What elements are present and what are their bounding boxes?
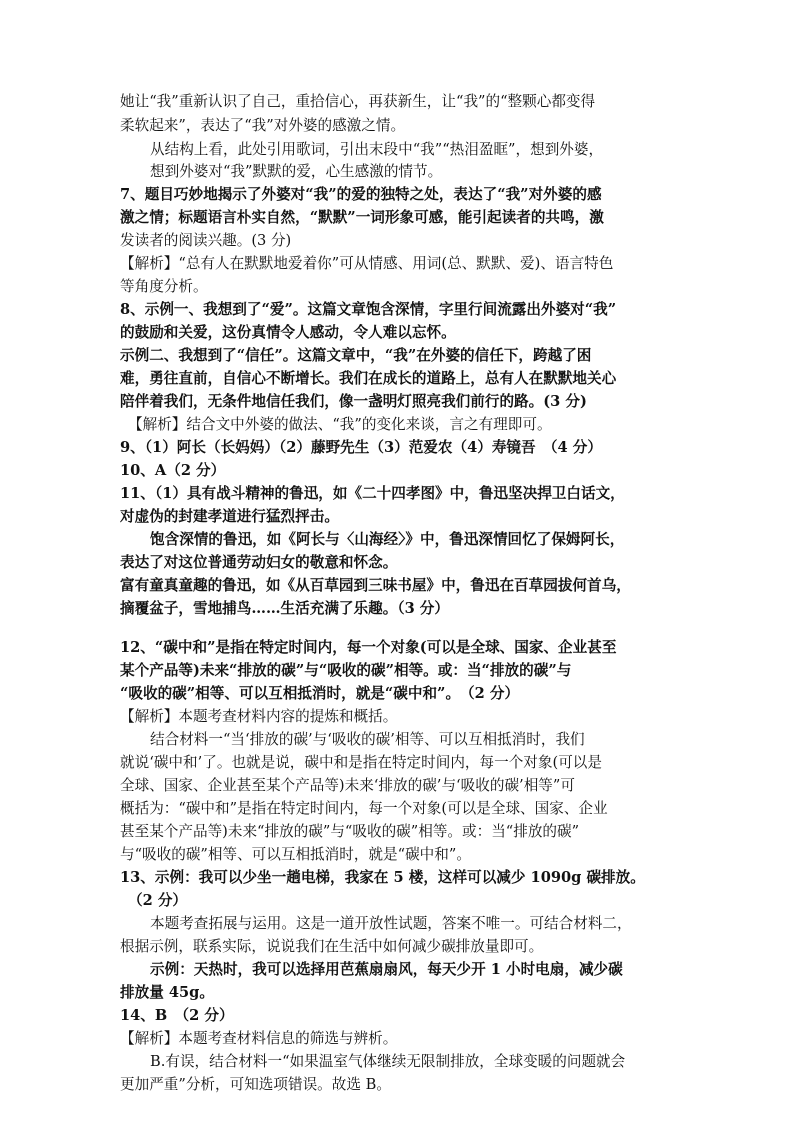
- analysis-line: 本题考查拓展与运用。这是一道开放性试题，答案不唯一。可结合材料二，: [150, 915, 632, 932]
- analysis-line: 【解析】结合文中外婆的做法、“我”的变化来谈，言之有理即可。: [128, 416, 552, 433]
- analysis-line: 全球、国家、企业甚至某个产品等)未来‘排放的碳’与‘吸收的碳’相等”可: [120, 777, 575, 794]
- analysis-line: 【解析】本题考查材料信息的筛选与辨析。: [120, 1030, 398, 1047]
- answer-14-line: 14、B （2 分）: [120, 1007, 234, 1024]
- answer-8-line: 的鼓励和关爱，这份真情令人感动，令人难以忘怀。: [120, 324, 456, 341]
- analysis-line: 【解析】“总有人在默默地爱着你”可从情感、用词(总、默默、爱)、语言特色: [120, 255, 614, 272]
- text-line: 想到外婆对“我”默默的爱，心生感激的情节。: [150, 163, 443, 180]
- answer-13-line: 13、示例：我可以少坐一趟电梯，我家在 5 楼，这样可以减少 1090g 碳排放。: [120, 869, 645, 886]
- answer-12-line: 某个产品等)未来“排放的碳”与“吸收的碳”相等。或：当“排放的碳”与: [120, 662, 572, 679]
- text-line: 从结构上看，此处引用歌词，引出末段中“我”“热泪盈眶”，想到外婆，: [150, 141, 604, 158]
- answer-8-line: 难，勇往直前，自信心不断增长。我们在成长的道路上，总有人在默默地关心: [120, 370, 617, 387]
- analysis-line: 与“吸收的碳”相等、可以互相抵消时，就是“碳中和”。: [120, 846, 471, 863]
- answer-11-line: 摘覆盆子，雪地捕鸟……生活充满了乐趣。（3 分）: [120, 600, 449, 617]
- answer-12-line: 12、“碳中和”是指在特定时间内，每一个对象(可以是全球、国家、企业甚至: [120, 639, 617, 656]
- analysis-line: 更加严重”分析，可知选项错误。故选 B。: [120, 1076, 391, 1093]
- answer-11-line: 表达了对这位普通劳动妇女的敬意和怀念。: [120, 554, 398, 571]
- answer-13-line: （2 分）: [128, 892, 188, 909]
- answer-11-line: 对虚伪的封建孝道进行猛烈抨击。: [120, 508, 339, 525]
- analysis-line: 根据示例，联系实际，说说我们在生活中如何减少碳排放量即可。: [120, 938, 544, 955]
- answer-11-line: 饱含深情的鲁迅，如《阿长与〈山海经〉》中，鲁迅深情回忆了保姆阿长，: [150, 531, 625, 548]
- answer-7-line: 发读者的阅读兴趣。(3 分): [120, 232, 292, 249]
- analysis-line: 等角度分析。: [120, 278, 208, 295]
- answer-7-line: 7、题目巧妙地揭示了外婆对“我”的爱的独特之处，表达了“我”对外婆的感: [120, 186, 602, 203]
- answer-13-line: 排放量 45g。: [120, 984, 214, 1001]
- analysis-line: B.有误，结合材料一“如果温室气体继续无限制排放，全球变暖的问题就会: [150, 1053, 626, 1070]
- answer-11-line: 富有童真童趣的鲁迅，如《从百草园到三味书屋》中，鲁迅在百草园拔何首乌，: [120, 577, 631, 594]
- analysis-line: 结合材料一“当‘排放的碳’与‘吸收的碳’相等、可以互相抵消时，我们: [150, 731, 585, 748]
- answer-10-line: 10、A（2 分）: [120, 462, 226, 479]
- analysis-line: 概括为：“碳中和”是指在特定时间内，每一个对象(可以是全球、国家、企业: [120, 800, 608, 817]
- answer-8-line: 陪伴着我们，无条件地信任我们，像一盏明灯照亮我们前行的路。(3 分): [120, 393, 587, 410]
- answer-7-line: 激之情；标题语言朴实自然，“默默”一词形象可感，能引起读者的共鸣，激: [120, 209, 604, 226]
- answer-8-line: 8、示例一、我想到了“爱”。这篇文章饱含深情，字里行间流露出外婆对“我”: [120, 301, 617, 318]
- answer-12-line: “吸收的碳”相等、可以互相抵消时，就是“碳中和”。 （2 分）: [120, 685, 520, 702]
- answer-9-line: 9、（1）阿长（长妈妈）（2）藤野先生（3）范爱农（4）寿镜吾 （4 分）: [120, 439, 602, 456]
- answer-13-line: 示例：天热时，我可以选择用芭蕉扇扇风，每天少开 1 小时电扇，减少碳: [150, 961, 623, 978]
- text-line: 柔软起来”，表达了“我”对外婆的感激之情。: [120, 117, 406, 134]
- analysis-line: 【解析】本题考查材料内容的提炼和概括。: [120, 708, 398, 725]
- answer-8-line: 示例二、我想到了“信任”。这篇文章中，“我”在外婆的信任下，跨越了困: [120, 347, 592, 364]
- analysis-line: 就说‘碳中和’了。也就是说，碳中和是指在特定时间内，每一个对象(可以是: [120, 754, 602, 771]
- answer-11-line: 11、（1）具有战斗精神的鲁迅，如《二十四孝图》中，鲁迅坚决捍卫白话文，: [120, 485, 625, 502]
- text-line: 她让“我”重新认识了自己，重拾信心，再获新生，让“我”的“整颗心都变得: [120, 93, 596, 110]
- analysis-line: 甚至某个产品等)未来“排放的碳”与“吸收的碳”相等。或：当“排放的碳”: [120, 823, 580, 840]
